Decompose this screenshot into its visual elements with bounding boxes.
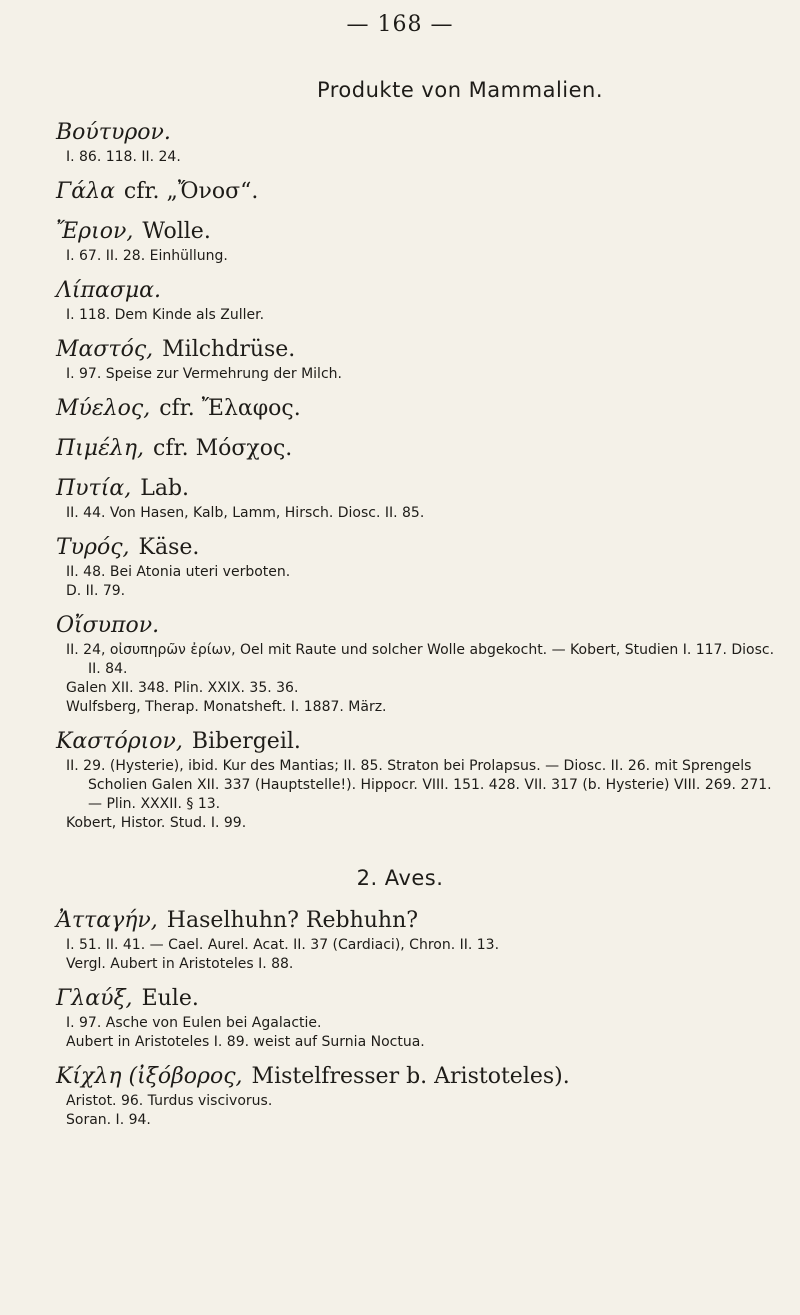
headword: Μύελος, bbox=[56, 396, 151, 421]
entry bbox=[56, 1062, 776, 1130]
section-heading: Produkte von Mammalien. bbox=[316, 78, 604, 102]
entry bbox=[56, 533, 776, 601]
headword-line bbox=[56, 611, 776, 641]
reference-line: Soran. I. 94. bbox=[66, 1112, 151, 1128]
headword-line bbox=[56, 434, 776, 464]
reference-line: II. 29. (Hysterie), ibid. Kur des Mantias; II. 85. Straton bei Prolapsus. — Diosc. II. 26. mit Sprengels Scholien Galen XII. 337 (Hauptstelle!). Hippocr. VIII. 151. 428. VII. 317 (b. Hysterie) VIII. 269. 271. — Plin. XXXII. § 13. bbox=[66, 758, 772, 812]
gloss: Lab. bbox=[140, 476, 190, 501]
headword-line bbox=[56, 906, 776, 936]
reference-line: I. 51. II. 41. — Cael. Aurel. Acat. II. 37 (Cardiaci), Chron. II. 13. bbox=[66, 937, 500, 953]
gloss: cfr. Ἔλαφος. bbox=[159, 396, 301, 421]
entry bbox=[56, 335, 776, 384]
headword: Πυτία, bbox=[56, 476, 132, 501]
references bbox=[66, 306, 776, 325]
reference-line: Galen XII. 348. Plin. XXIX. 35. 36. bbox=[66, 680, 299, 696]
reference-line: I. 67. II. 28. Einhüllung. bbox=[66, 248, 228, 264]
headword-line bbox=[56, 177, 776, 207]
headword-line bbox=[56, 533, 776, 563]
references bbox=[66, 247, 776, 266]
reference-line: I. 86. 118. II. 24. bbox=[66, 149, 181, 165]
references bbox=[66, 1014, 776, 1052]
headword-line bbox=[56, 984, 776, 1014]
reference-line: Aristot. 96. Turdus viscivorus. bbox=[66, 1093, 273, 1109]
reference-line: Aubert in Aristoteles I. 89. weist auf Surnia Noctua. bbox=[66, 1034, 425, 1050]
headword: Οἴσυπον. bbox=[56, 613, 160, 638]
references bbox=[66, 1092, 776, 1130]
reference-line: I. 118. Dem Kinde als Zuller. bbox=[66, 307, 265, 323]
gloss: Eule. bbox=[141, 986, 199, 1011]
gloss: Milchdrüse. bbox=[162, 337, 296, 362]
headword: Πιμέλη, bbox=[56, 436, 145, 461]
headword-line bbox=[56, 335, 776, 365]
entry bbox=[56, 217, 776, 266]
gloss: Bibergeil. bbox=[191, 729, 301, 754]
gloss: Käse. bbox=[138, 535, 200, 560]
aves-heading: 2. Aves. bbox=[356, 866, 444, 890]
reference-line: II. 48. Bei Atonia uteri verboten. bbox=[66, 564, 291, 580]
headword-line bbox=[56, 1062, 776, 1092]
headword: Ἀτταγήν, bbox=[56, 908, 158, 933]
entry bbox=[56, 434, 776, 464]
headword: Κίχλη (ἰξόβορος, bbox=[56, 1064, 243, 1089]
headword-line bbox=[56, 118, 776, 148]
page-number: — 168 — bbox=[346, 12, 454, 37]
headword-line bbox=[56, 276, 776, 306]
headword: Γλαύξ, bbox=[56, 986, 133, 1011]
reference-line: I. 97. Speise zur Vermehrung der Milch. bbox=[66, 366, 342, 382]
headword-line bbox=[56, 217, 776, 247]
headword: Τυρός, bbox=[56, 535, 130, 560]
headword: Καστόριον, bbox=[56, 729, 183, 754]
entry bbox=[56, 474, 776, 523]
entry bbox=[56, 177, 776, 207]
references bbox=[66, 936, 776, 974]
headword-line bbox=[56, 727, 776, 757]
headword: Ἔριον, bbox=[56, 219, 134, 244]
reference-line: Wulfsberg, Therap. Monatsheft. I. 1887. März. bbox=[66, 699, 387, 715]
references bbox=[66, 757, 776, 833]
headword: Βούτυρον. bbox=[56, 120, 171, 145]
entry bbox=[56, 727, 776, 833]
entry bbox=[56, 118, 776, 167]
gloss: cfr. „Ὄνοσ“. bbox=[123, 179, 259, 204]
gloss: Wolle. bbox=[142, 219, 211, 244]
headword: Μαστός, bbox=[56, 337, 154, 362]
reference-line: II. 44. Von Hasen, Kalb, Lamm, Hirsch. Diosc. II. 85. bbox=[66, 505, 425, 521]
entry bbox=[56, 906, 776, 974]
gloss: cfr. Μόσχος. bbox=[153, 436, 293, 461]
headword-line bbox=[56, 394, 776, 424]
reference-line: I. 97. Asche von Eulen bei Agalactie. bbox=[66, 1015, 322, 1031]
headword: Λίπασμα. bbox=[56, 278, 161, 303]
references bbox=[66, 504, 776, 523]
gloss: Haselhuhn? Rebhuhn? bbox=[166, 908, 419, 933]
entry bbox=[56, 394, 776, 424]
aves-entry-list bbox=[56, 906, 776, 1140]
entry bbox=[56, 611, 776, 717]
reference-line: Kobert, Histor. Stud. I. 99. bbox=[66, 815, 247, 831]
references bbox=[66, 148, 776, 167]
references bbox=[66, 641, 776, 717]
entry bbox=[56, 984, 776, 1052]
entry-list bbox=[56, 118, 776, 843]
headword: Γάλα bbox=[56, 179, 115, 204]
gloss: Mistelfresser b. Aristoteles). bbox=[251, 1064, 570, 1089]
reference-line: II. 24, οἰσυπηρῶν ἐρίων, Oel mit Raute und solcher Wolle abgekocht. — Kobert, Studien I. 117. Diosc. II. 84. bbox=[66, 642, 775, 677]
reference-line: D. II. 79. bbox=[66, 583, 126, 599]
entry bbox=[56, 276, 776, 325]
headword-line bbox=[56, 474, 776, 504]
references bbox=[66, 365, 776, 384]
references bbox=[66, 563, 776, 601]
reference-line: Vergl. Aubert in Aristoteles I. 88. bbox=[66, 956, 294, 972]
